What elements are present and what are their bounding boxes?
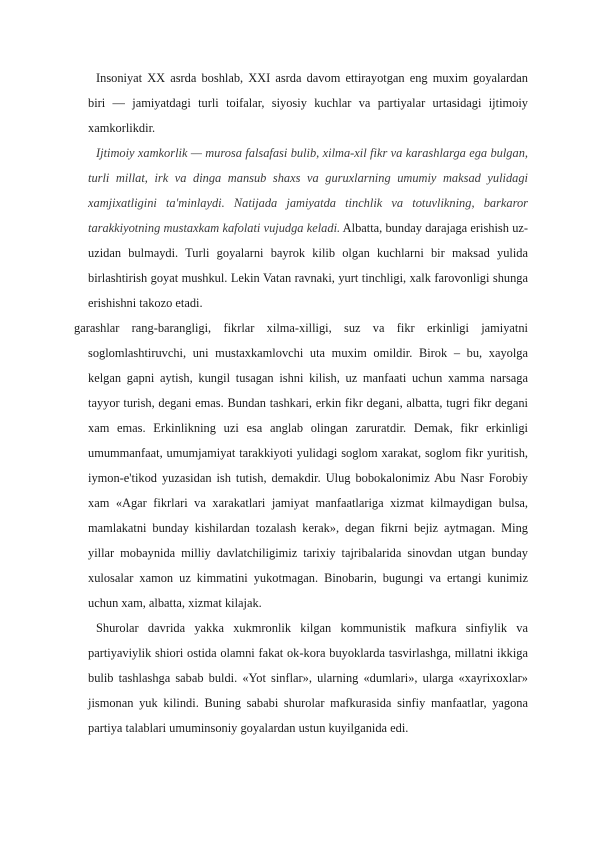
paragraph-2-italic-text: Ijtimoiy xamkorlik — murosa falsafasi bulib, xilma-xil fikr va karashlarga ega bulgan, turli millat, irk va dinga mansub shaxs va guruxlarning umumiy maksad yulidagi xamjixatligini ta'minlaydi. Natijada jamiyatda tinchlik va totuvlikning, barkaror tarakkiyotning mustaxkam kafolati vujudga keladi. — [88, 146, 528, 235]
paragraph-4-text: Shurolar davrida yakka xukmronlik kilgan kommunistik mafkura sinfiylik va partiyaviylik shiori ostida olamni fakat ok-kora buyoklarda tasvirlashga, millatni ikkiga bulib tashlashga sabab buldi. «Yot sinflar», ularning «dumlari», ularga «xayrixoxlar» jismonan yuk kilindi. Buning sababi shurolar mafkurasida sinfiy manfaatlar, yagona partiya talablari umuminsoniy goyalardan ustun kuyilganida edi. — [88, 621, 528, 735]
paragraph-3 — [74, 316, 528, 616]
paragraph-4 — [88, 616, 528, 741]
document-body — [74, 66, 529, 741]
paragraph-2-text: Albatta, bunday darajaga erishish uz-uzidan bulmaydi. Turli goyalarni bayrok kilib olgan kuchlarni bir maksad yulida birlashtirish goyat mushkul. Lekin Vatan ravnaki, yurt tinchligi, xalk farovonligi shunga erishishni takozo etadi. — [88, 221, 529, 310]
paragraph-3-text: garashlar rang-barangligi, fikrlar xilma-xilligi, suz va fikr erkinligi jamiyatni soglomlashtiruvchi, uni mustaxkamlovchi uta muxim omildir. Birok – bu, xayolga kelgan gapni aytish, kungil tusagan ishni kilish, uz manfaati uchun xamma narsaga tayyor turish, degani emas. Bundan tashkari, erkin fikr degani, albatta, tugri fikr degani xam emas. Erkinlikning uzi esa anglab olingan zaruratdir. Demak, fikr erkinligi umummanfaat, umumjamiyat tarakkiyoti yulidagi soglom xarakat, soglom fikr yuritish, iymon-e'tikod yuzasidan ish tutish, demakdir. Ulug bobokalonimiz Abu Nasr Forobiy xam «Agar fikrlari va xarakatlari jamiyat manfaatlariga xizmat kilmaydigan bulsa, mamlakatni bunday kishilardan tozalash kerak», degan fikrni bejiz aytmagan. Ming yillar mobaynida milliy davlatchiligimiz tarixiy tajribalarida sinovdan utgan bunday xulosalar xamon uz kimmatini yukotmagan. Binobarin, bugungi va ertangi kunimiz uchun xam, albatta, xizmat kilajak. — [74, 321, 528, 610]
paragraph-2 — [88, 141, 528, 316]
paragraph-1 — [88, 66, 528, 141]
paragraph-1-text: Insoniyat XX asrda boshlab, XXI asrda davom ettirayotgan eng muxim goyalardan biri — jamiyatdagi turli toifalar, siyosiy kuchlar va partiyalar urtasidagi ijtimoiy xamkorlikdir. — [88, 71, 528, 135]
